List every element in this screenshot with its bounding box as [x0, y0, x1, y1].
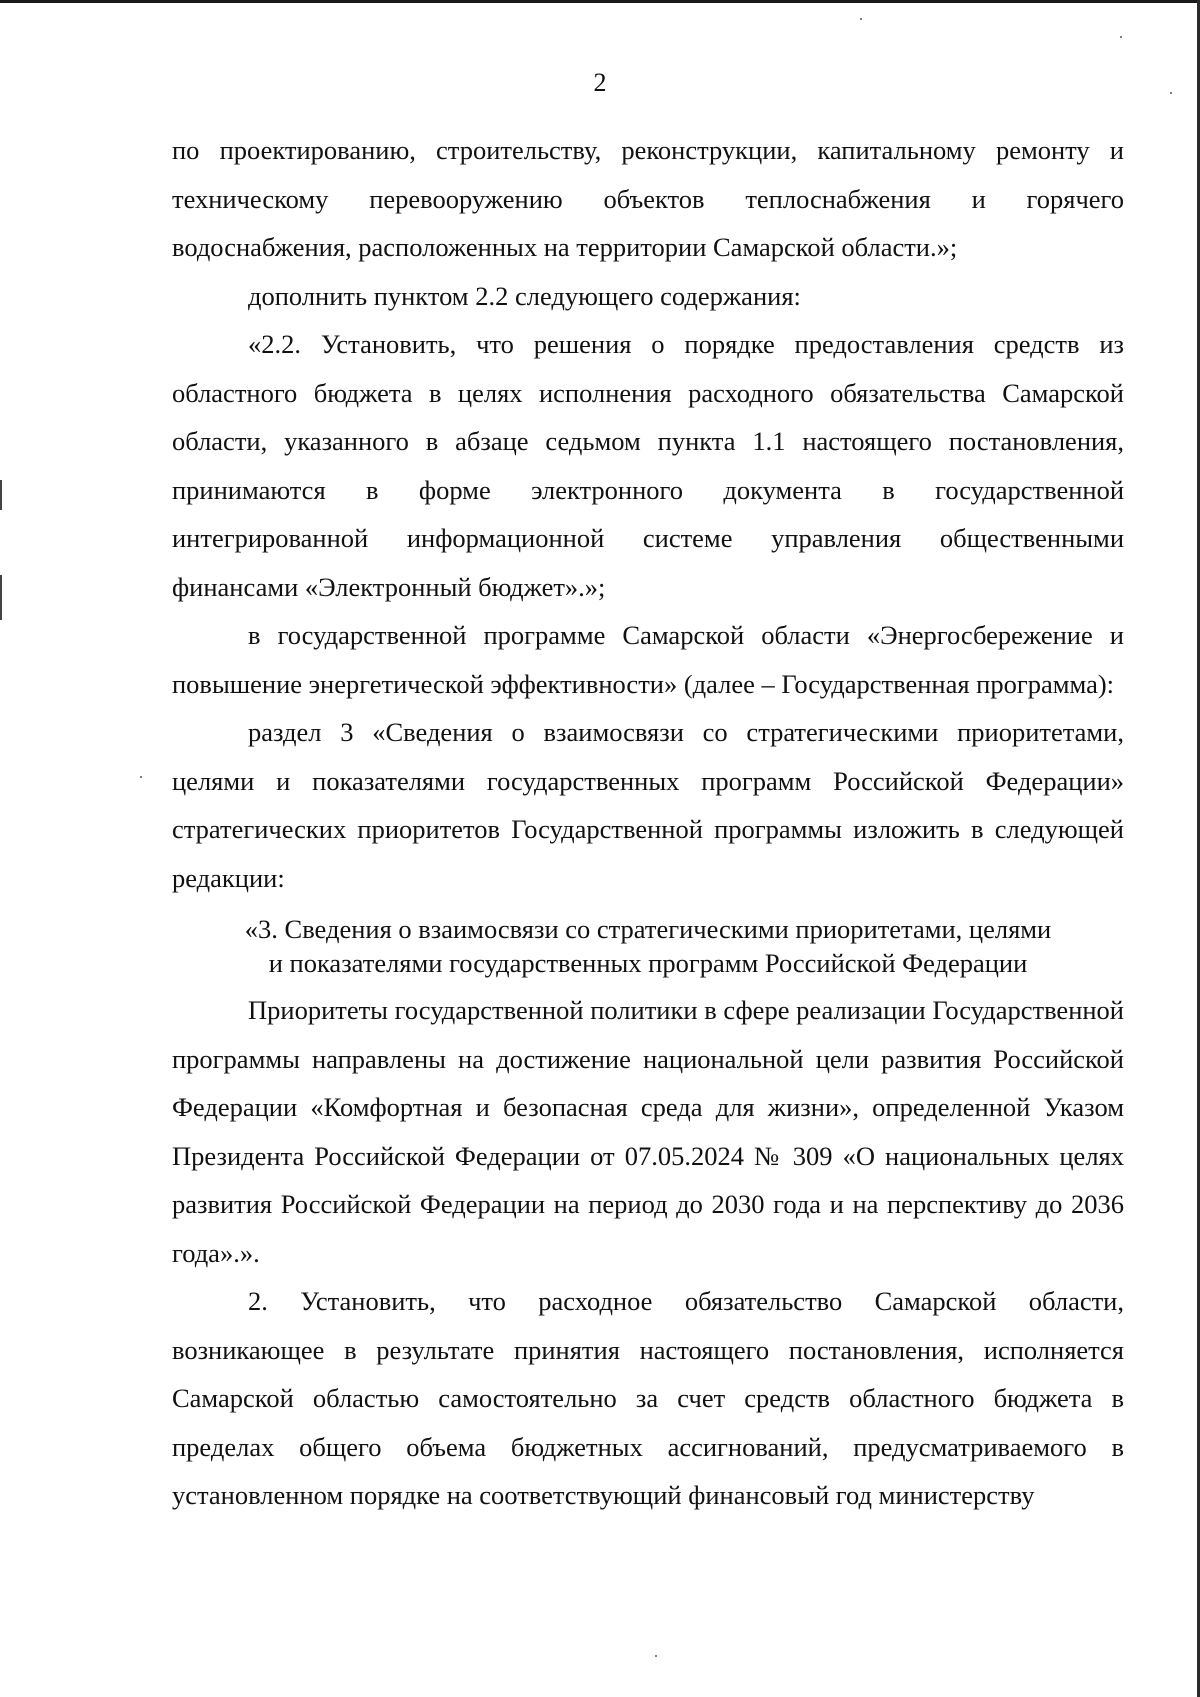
- document-body: [172, 126, 1124, 1520]
- paragraph-state-program: в государственной программе Самарской области «Энергосбережение и повышение энергетической эффективности» (далее – Государственная программа):: [172, 620, 1124, 699]
- left-scan-mark: [0, 575, 2, 620]
- scan-speck: [655, 1655, 657, 1657]
- paragraph-point-2-2: «2.2. Установить, что решения о порядке предоставления средств из областного бюджета в целях исполнения расходного обязательства Самарской области, указанного в абзаце седьмом пункта 1.1 настоящего постановления, принимаются в форме электронного документа в государственной интегрированной информационной системе управления общественными финансами «Электронный бюджет».»;: [172, 329, 1124, 602]
- scan-speck: [1120, 36, 1122, 38]
- paragraph-priorities: Приоритеты государственной политики в сфере реализации Государственной программы направлены на достижение национальной цели развития Российской Федерации «Комфортная и безопасная среда для жизни», определенной Указом Президента Российской Федерации от 07.05.2024 № 309 «О национальных целях развития Российской Федерации на период до 2030 года и на перспективу до 2036 года».».: [172, 995, 1124, 1268]
- paragraph-continuation: по проектированию, строительству, реконструкции, капитальному ремонту и техническому перевооружению объектов теплоснабжения и горячего водоснабжения, расположенных на территории Самарской области.»;: [172, 135, 1124, 262]
- paragraph-section-3: раздел 3 «Сведения о взаимосвязи со стратегическими приоритетами, целями и показателями государственных программ Российской Федерации» стратегических приоритетов Государственной программы изложить в следующей редакции:: [172, 717, 1124, 893]
- section-heading: [172, 912, 1124, 980]
- section-heading-line-1: «3. Сведения о взаимосвязи со стратегическими приоритетами, целями: [244, 914, 1052, 944]
- scan-speck: [860, 18, 862, 20]
- page-number: 2: [593, 68, 607, 97]
- paragraph-point-2: 2. Установить, что расходное обязательство Самарской области, возникающее в результате принятия настоящего постановления, исполняется Самарской областью самостоятельно за счет средств областного бюджета в пределах общего объема бюджетных ассигнований, предусматриваемого в установленном порядке на соответствующий финансовый год министерству: [172, 1286, 1124, 1510]
- scan-speck: [140, 776, 142, 778]
- left-scan-mark: [0, 480, 2, 510]
- paragraph-amendment-intro: дополнить пунктом 2.2 следующего содержания:: [248, 280, 801, 311]
- section-heading-line-2: и показателями государственных программ Российской Федерации: [268, 948, 1028, 978]
- top-scan-edge: [0, 0, 1200, 3]
